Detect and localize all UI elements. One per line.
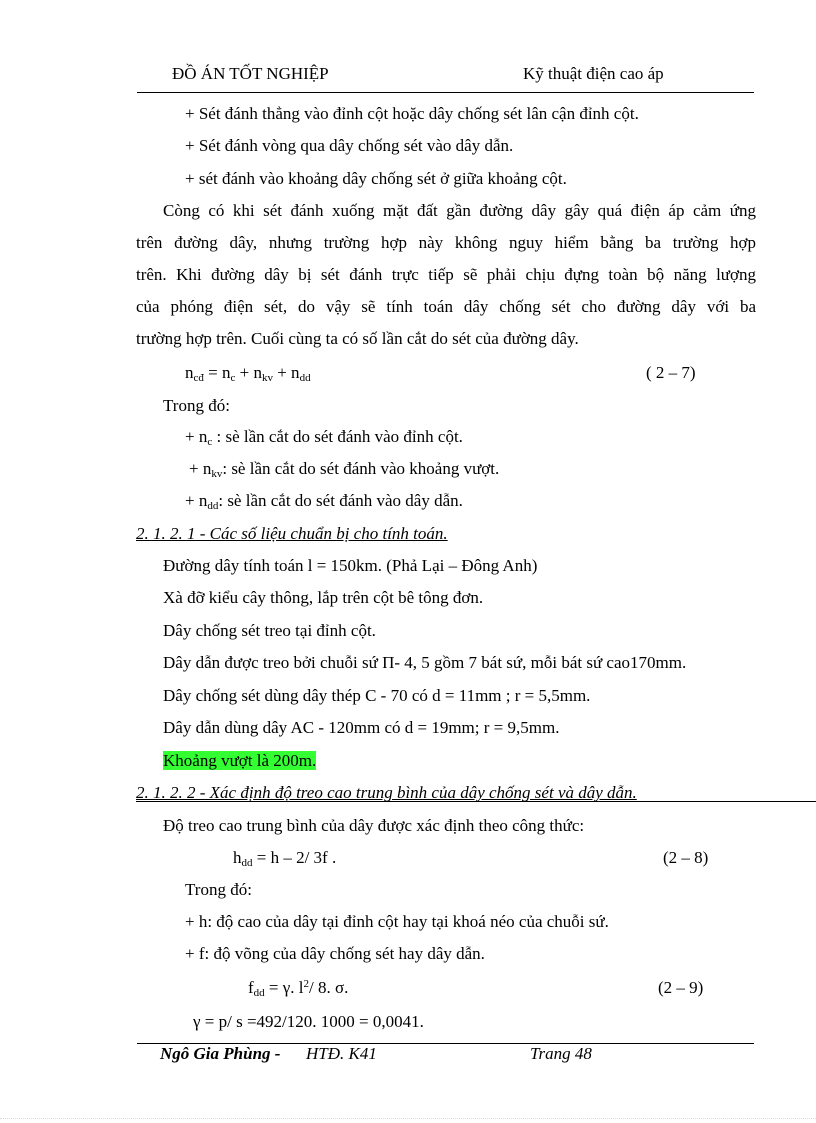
paragraph-line: Còng có khi sét đánh xuống mặt đất gần đường dây gây quá điện áp cảm ứng — [163, 201, 756, 220]
where-label: Trong đó: — [185, 880, 252, 899]
data-line: Dây dẫn được treo bởi chuỗi sứ Π- 4, 5 gồm 7 bát sứ, mỗi bát sứ cao170mm. — [163, 653, 687, 672]
eq-term: = n — [203, 363, 231, 382]
def-text: : sè lần cắt do sét đánh vào đỉnh cột. — [212, 427, 463, 446]
eq-subscript: c — [230, 372, 236, 384]
definition-line — [189, 458, 499, 480]
eq-subscript: kv — [261, 372, 273, 384]
data-line: Dây dẫn dùng dây AC - 120mm có d = 19mm; r = 9,5mm. — [163, 718, 560, 737]
highlighted-line — [163, 750, 316, 772]
bullet-line: + Sét đánh thẳng vào đỉnh cột hoặc dây chống sét lân cận đỉnh cột. — [185, 104, 639, 123]
data-line: Dây chống sét treo tại đỉnh cột. — [163, 621, 376, 640]
heading-rule — [136, 801, 816, 802]
eq-term: h — [233, 848, 242, 867]
def-subscript: c — [207, 436, 213, 448]
page-bottom-border — [0, 1118, 816, 1119]
def-term: + n — [185, 427, 208, 446]
eq-term: = h – 2/ 3f . — [252, 848, 337, 867]
paragraph-line: Độ treo cao trung bình của dây được xác định theo công thức: — [163, 816, 585, 835]
paragraph-line: trên đường dây, nhưng trường hợp này không nguy hiểm bằng ba trường hợp — [136, 233, 756, 252]
header-rule — [137, 92, 754, 93]
data-line: Xà đỡ kiểu cây thông, lắp trên cột bê tông đơn. — [163, 588, 484, 607]
equation-number: ( 2 – 7) — [646, 363, 696, 382]
equation-2-9 — [248, 977, 348, 999]
eq-subscript: cđ — [193, 372, 204, 384]
header-title-left: ĐỒ ÁN TỐT NGHIỆP — [172, 64, 329, 83]
def-subscript: dd — [207, 500, 219, 512]
equation-number: (2 – 8) — [663, 848, 709, 867]
definition-line — [185, 490, 463, 512]
paragraph-line: của phóng điện sét, do vậy sẽ tính toán dây chống sét cho đường dây với ba — [136, 297, 756, 316]
where-label: Trong đó: — [163, 396, 230, 415]
eq-term: + n — [235, 363, 262, 382]
section-heading: 2. 1. 2. 1 - Các số liệu chuẩn bị cho tính toán. — [136, 524, 448, 543]
eq-term: n — [185, 363, 194, 382]
paragraph-line: trên. Khi đường dây bị sét đánh trực tiếp sẽ phải chịu đựng toàn bộ năng lượng — [136, 265, 756, 284]
data-line: Dây chống sét dùng dây thép C - 70 có d = 11mm ; r = 5,5mm. — [163, 686, 591, 705]
section-heading: 2. 1. 2. 2 - Xác định độ treo cao trung bình của dây chống sét và dây dẫn. — [136, 783, 637, 802]
eq-term: f — [248, 978, 254, 997]
highlight-text: Khoảng vượt là 200m. — [163, 751, 317, 770]
eq-term: + n — [272, 363, 300, 382]
equation-line: γ = p/ s =492/120. 1000 = 0,0041. — [193, 1012, 424, 1031]
footer-page-number: Trang 48 — [530, 1044, 592, 1063]
eq-subscript: dd — [299, 372, 311, 384]
bullet-line: + sét đánh vào khoảng dây chống sét ở giữa khoảng cột. — [185, 169, 567, 188]
def-subscript: kv — [211, 468, 223, 480]
equation-2-7 — [185, 362, 311, 384]
header-title-right: Kỹ thuật điện cao áp — [523, 64, 664, 83]
footer-class: HTĐ. K41 — [306, 1044, 377, 1063]
definition-line: + h: độ cao của dây tại đỉnh cột hay tại khoá néo của chuỗi sứ. — [185, 912, 609, 931]
eq-subscript: dd — [241, 857, 253, 869]
def-text: : sè lần cắt do sét đánh vào dây dẫn. — [218, 491, 463, 510]
definition-line: + f: độ võng của dây chống sét hay dây dẫn. — [185, 944, 485, 963]
paragraph-line: trường hợp trên. Cuối cùng ta có số lần cắt do sét của đường dây. — [136, 329, 579, 348]
eq-superscript: 2 — [303, 978, 309, 990]
def-term: + n — [189, 459, 212, 478]
footer-author: Ngô Gia Phùng - — [160, 1044, 281, 1063]
def-term: + n — [185, 491, 208, 510]
eq-term: = γ. l — [264, 978, 304, 997]
eq-subscript: dd — [253, 987, 265, 999]
equation-number: (2 – 9) — [658, 978, 704, 997]
def-text: : sè lần cắt do sét đánh vào khoảng vượt. — [222, 459, 500, 478]
equation-2-8 — [233, 847, 336, 869]
eq-term: / 8. σ. — [309, 978, 349, 997]
bullet-line: + Sét đánh vòng qua dây chống sét vào dây dẫn. — [185, 136, 514, 155]
definition-line — [185, 426, 463, 448]
data-line: Đường dây tính toán l = 150km. (Phả Lại – Đông Anh) — [163, 556, 538, 575]
